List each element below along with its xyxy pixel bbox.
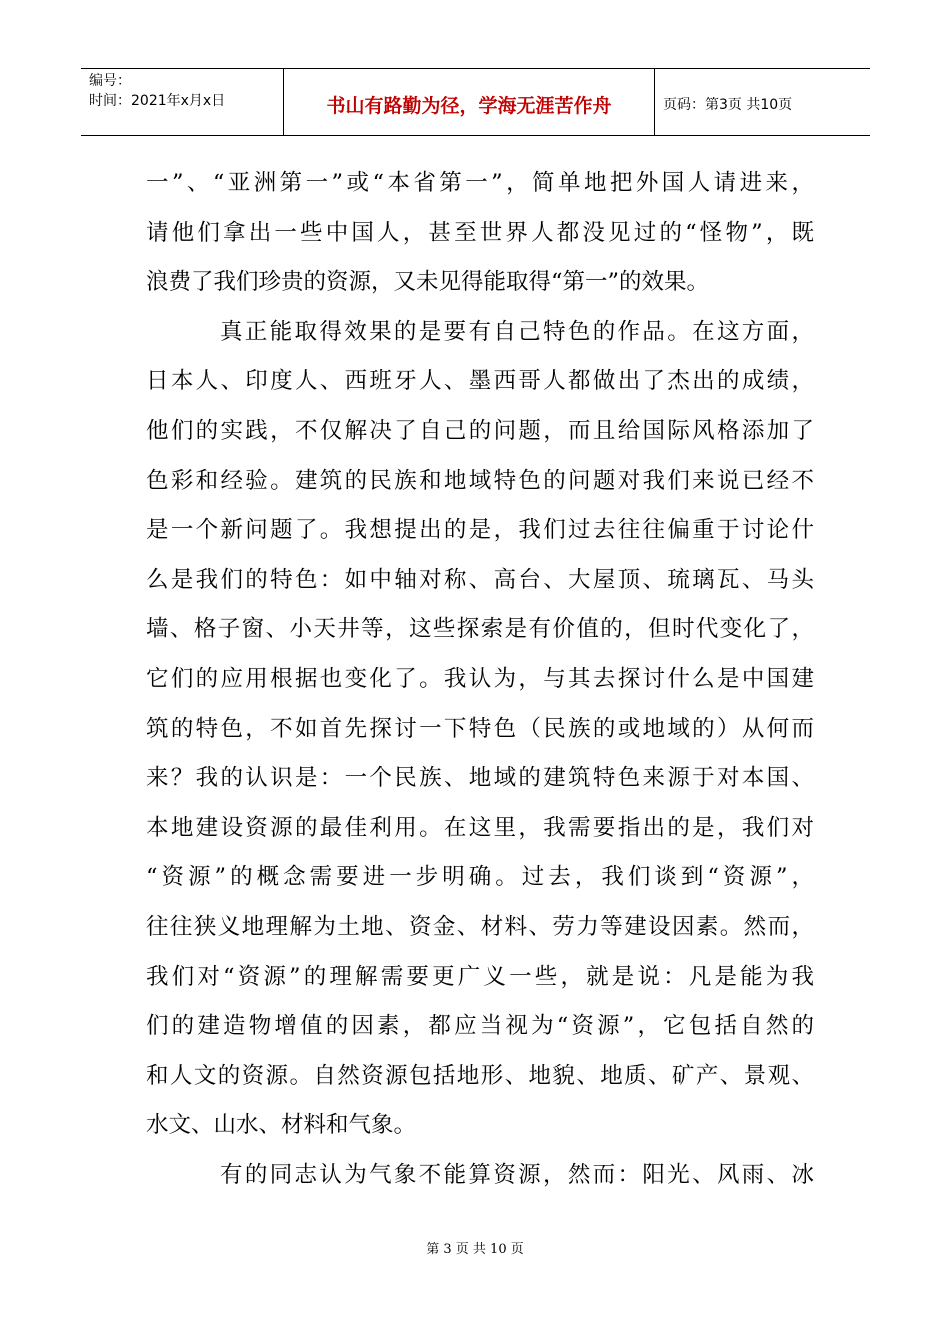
- body-line: 我们对“资源”的理解需要更广义一些，就是说：凡是能为我: [146, 963, 814, 990]
- body-line: 和人文的资源。自然资源包括地形、地貌、地质、矿产、景观、: [146, 1062, 814, 1089]
- body-line: 筑的特色，不如首先探讨一下特色（民族的或地域的）从何而: [146, 715, 814, 742]
- header-motto: 书山有路勤为径，学海无涯苦作舟: [283, 69, 655, 135]
- body-line: 们的建造物增值的因素，都应当视为“资源”，它包括自然的: [146, 1013, 814, 1040]
- body-line: 本地建设资源的最佳利用。在这里，我需要指出的是，我们对: [146, 814, 814, 841]
- body-line: 一”、“亚洲第一”或“本省第一”，简单地把外国人请进来，: [146, 170, 814, 196]
- body-line: 他们的实践，不仅解决了自己的问题，而且给国际风格添加了: [146, 417, 814, 444]
- page-header: [81, 68, 870, 136]
- body-line: 浪费了我们珍贵的资源，又未见得能取得“第一”的效果。: [146, 269, 710, 296]
- header-page-number: 页码：第3页 共10页: [663, 97, 793, 113]
- paragraph-start-line: 有的同志认为气象不能算资源，然而：阳光、风雨、冰: [220, 1161, 814, 1188]
- body-line: 么是我们的特色：如中轴对称、高台、大屋顶、琉璃瓦、马头: [146, 566, 814, 593]
- body-line: 请他们拿出一些中国人，甚至世界人都没见过的“怪物”，既: [146, 219, 814, 246]
- document-time-label: 时间：2021年x月x日: [89, 93, 226, 109]
- paragraph-start-line: 真正能取得效果的是要有自己特色的作品。在这方面，: [220, 318, 814, 345]
- body-line: “资源”的概念需要进一步明确。过去，我们谈到“资源”，: [146, 864, 814, 891]
- body-line: 它们的应用根据也变化了。我认为，与其去探讨什么是中国建: [146, 665, 814, 692]
- body-line: 色彩和经验。建筑的民族和地域特色的问题对我们来说已经不: [146, 467, 814, 494]
- document-number-label: 编号：: [89, 73, 131, 89]
- body-line: 墙、格子窗、小天井等，这些探索是有价值的，但时代变化了，: [146, 616, 814, 643]
- body-line: 是一个新问题了。我想提出的是，我们过去往往偏重于讨论什: [146, 517, 814, 544]
- page-footer: 第 3 页 共 10 页: [426, 1242, 524, 1257]
- body-line: 水文、山水、材料和气象。: [146, 1112, 417, 1139]
- document-body: [146, 159, 814, 1200]
- body-line: 日本人、印度人、西班牙人、墨西哥人都做出了杰出的成绩，: [146, 368, 814, 395]
- body-line: 来？我的认识是：一个民族、地域的建筑特色来源于对本国、: [146, 765, 814, 792]
- header-meta: [81, 69, 283, 135]
- body-line: 往往狭义地理解为土地、资金、材料、劳力等建设因素。然而，: [146, 913, 814, 940]
